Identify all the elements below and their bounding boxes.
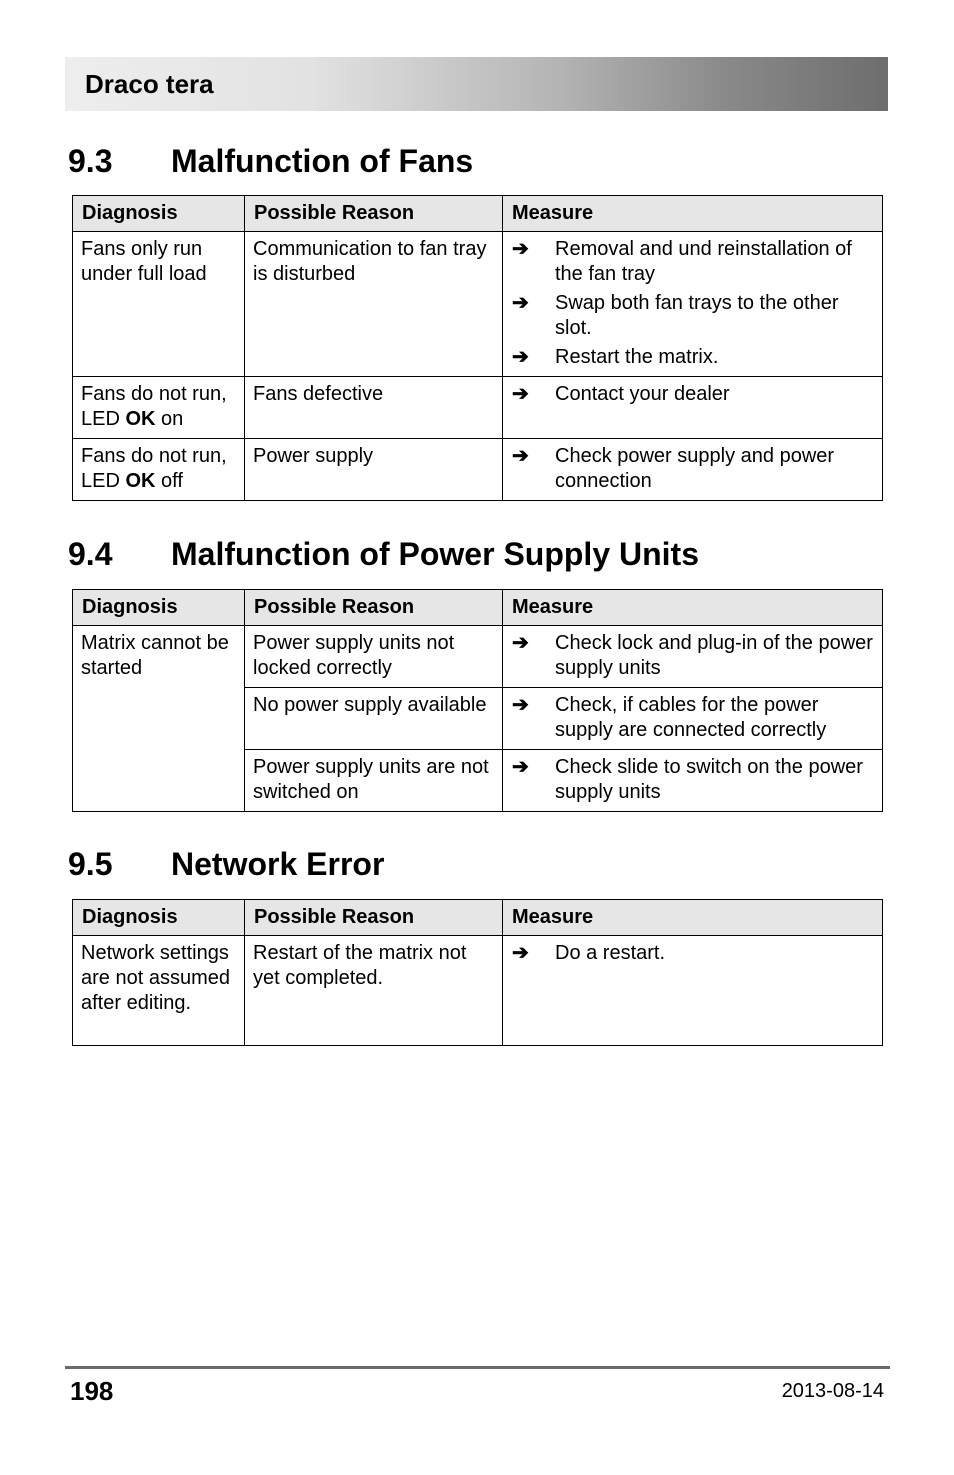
led-label: OK [125,408,156,430]
section-title-9-4 [68,536,699,572]
table-row [73,377,883,439]
reason-cell: Communication to fan tray is disturbed [245,232,503,377]
reason-cell: Power supply units not locked correctly [245,626,503,688]
header-band [65,57,888,111]
section-heading: Network Error [171,846,385,882]
measure-item: ➔ Restart the matrix. [512,346,719,368]
table-row [73,936,883,1046]
section-number: 9.4 [68,536,113,572]
column-header-diagnosis: Diagnosis [73,196,245,232]
arrow-icon: ➔ [512,756,529,778]
table-row [73,626,883,688]
section-title-9-3 [68,143,473,179]
reason-cell: Fans defective [245,377,503,439]
diagnosis-cell: Fans do not run, LED OK off [73,439,245,501]
measure-cell [503,936,883,1046]
network-error-table [72,899,883,1046]
measure-item: ➔ Check power supply and power connection [512,445,835,492]
measure-cell [503,439,883,501]
column-header-measure: Measure [503,196,883,232]
section-title-9-5 [68,846,384,882]
arrow-icon: ➔ [512,632,529,654]
led-label: OK [125,470,156,492]
measure-item: ➔ Do a restart. [512,942,666,964]
table-row [73,439,883,501]
measure-item: ➔ Swap both fan trays to the other slot. [512,292,839,339]
section-number: 9.3 [68,143,113,179]
diagnosis-cell: Network settings are not assumed after editing. [73,936,245,1046]
reason-cell: Restart of the matrix not yet completed. [245,936,503,1046]
power-supply-table [72,589,883,812]
measure-cell [503,750,883,812]
column-header-reason: Possible Reason [245,590,503,626]
measure-item: ➔ Removal and und reinstallation of the fan tray [512,238,852,285]
table-row [73,232,883,377]
arrow-icon: ➔ [512,694,529,716]
measure-item: ➔ Check lock and plug-in of the power supply units [512,632,873,679]
page-number: 198 [70,1376,114,1406]
column-header-reason: Possible Reason [245,900,503,936]
reason-cell: No power supply available [245,688,503,750]
arrow-icon: ➔ [512,346,529,368]
reason-cell: Power supply [245,439,503,501]
arrow-icon: ➔ [512,292,529,314]
arrow-icon: ➔ [512,238,529,260]
arrow-icon: ➔ [512,942,529,964]
arrow-icon: ➔ [512,383,529,405]
measure-item: ➔ Contact your dealer [512,383,730,405]
document-title: Draco tera [85,69,214,99]
diagnosis-cell: Matrix cannot be started [73,626,245,812]
page-date: 2013-08-14 [781,1380,884,1402]
footer-rule [65,1366,890,1369]
column-header-diagnosis: Diagnosis [73,900,245,936]
column-header-measure: Measure [503,900,883,936]
measure-item: ➔ Check slide to switch on the power supply units [512,756,863,803]
section-heading: Malfunction of Power Supply Units [171,536,699,572]
column-header-reason: Possible Reason [245,196,503,232]
measure-cell [503,232,883,377]
table-header-row [73,196,883,232]
measure-cell [503,626,883,688]
arrow-icon: ➔ [512,445,529,467]
measure-item: ➔ Check, if cables for the power supply are connected correctly [512,694,827,741]
table-header-row [73,590,883,626]
column-header-measure: Measure [503,590,883,626]
measure-cell [503,688,883,750]
reason-cell: Power supply units are not switched on [245,750,503,812]
fans-table [72,195,883,501]
section-heading: Malfunction of Fans [171,143,474,179]
measure-cell [503,377,883,439]
table-header-row [73,900,883,936]
diagnosis-cell: Fans do not run, LED OK on [73,377,245,439]
section-number: 9.5 [68,846,113,882]
diagnosis-cell: Fans only run under full load [73,232,245,377]
column-header-diagnosis: Diagnosis [73,590,245,626]
